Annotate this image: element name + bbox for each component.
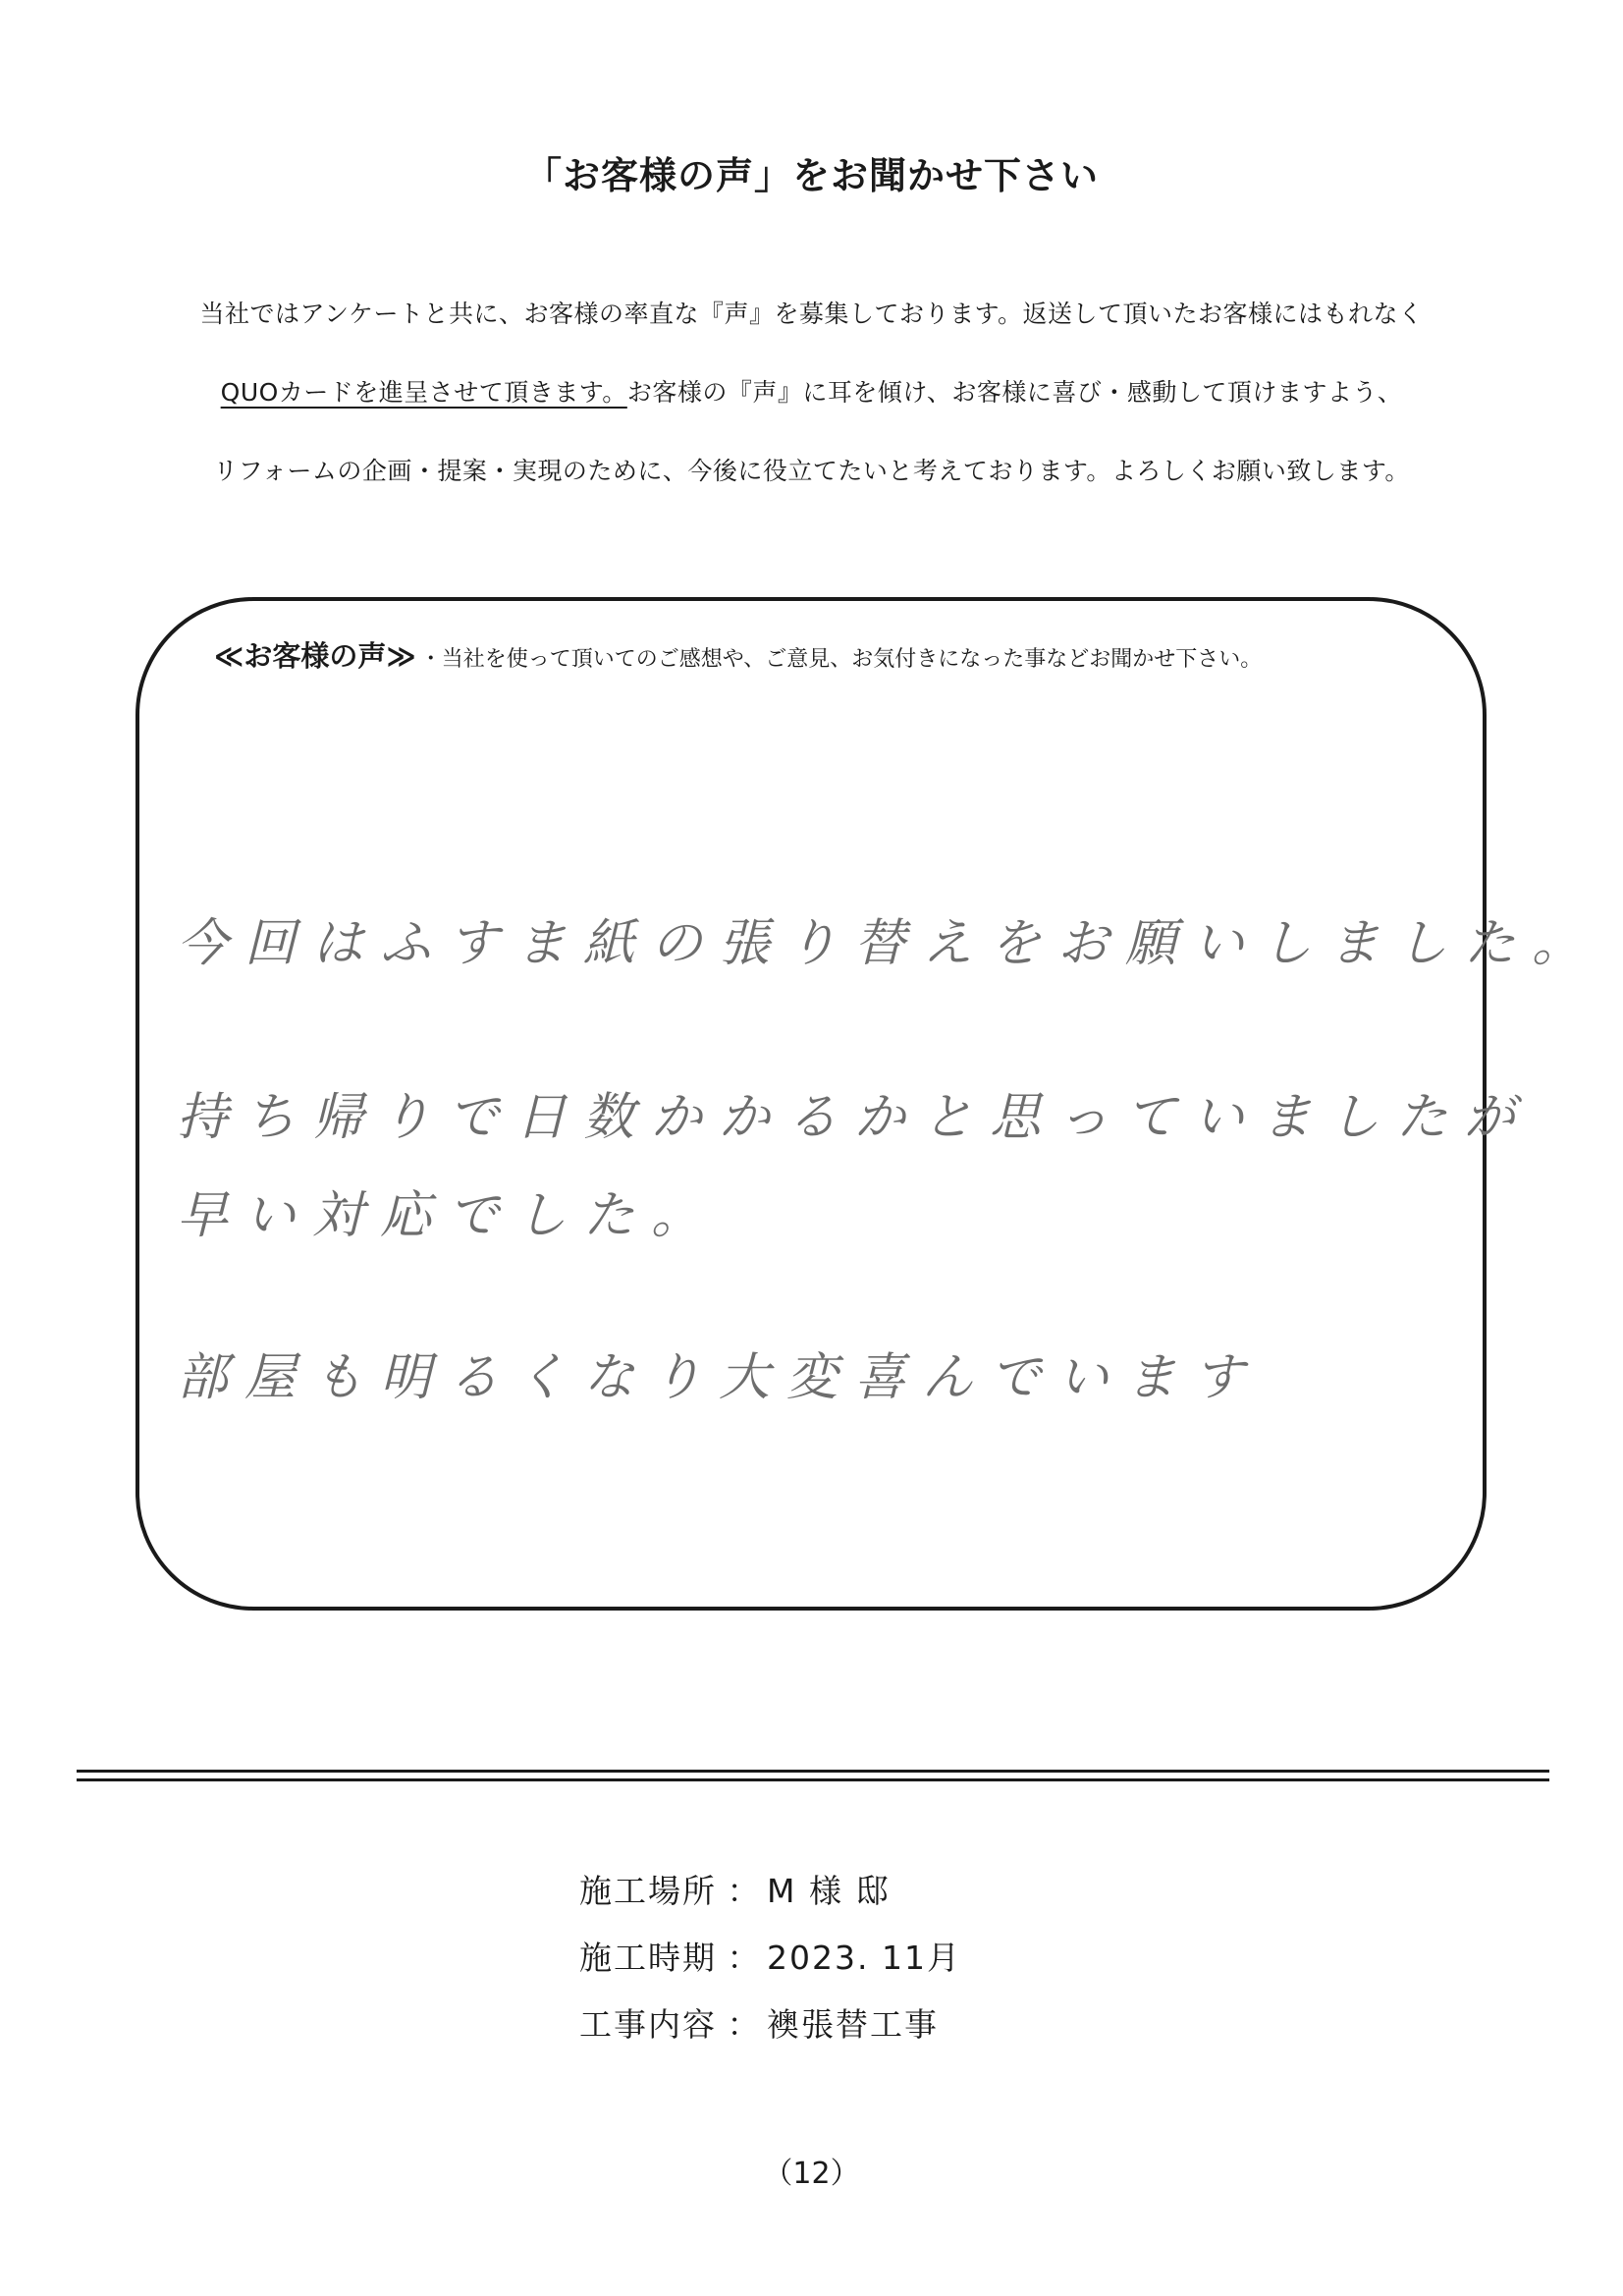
work-value: 襖張替工事: [767, 2005, 939, 2044]
project-period-row: [579, 1933, 961, 1979]
handwritten-line-4: 部屋も明るくなり大変喜んでいます: [177, 1348, 1262, 1407]
intro-line-2: [0, 373, 1623, 409]
voice-box-header: [214, 634, 1262, 675]
intro-line-2-rest: お客様の『声』に耳を傾け、お客様に喜び・感動して頂けますよう、: [626, 378, 1403, 407]
page-number: （12）: [763, 2157, 860, 2191]
voice-tag: ≪お客様の声≫: [214, 639, 416, 673]
period-value: 2023. 11月: [767, 1939, 961, 1977]
project-location-row: [579, 1866, 890, 1912]
handwritten-line-3: 早い対応でした。: [177, 1186, 720, 1245]
period-separator: ：: [727, 1939, 762, 1977]
voice-prompt: ・当社を使って頂いてのご感想や、ご意見、お気付きになった事などお聞かせ下さい。: [419, 647, 1263, 672]
intro-line-3: リフォームの企画・提案・実現のために、今後に役立てたいと考えております。よろしくお願い致します。: [213, 457, 1410, 485]
location-separator: ：: [727, 1872, 762, 1910]
divider-line-bottom: [77, 1778, 1549, 1781]
location-label: 施工場所: [579, 1872, 717, 1910]
work-label: 工事内容: [579, 2005, 717, 2044]
location-value: M 様 邸: [767, 1872, 891, 1910]
divider-line-top: [77, 1770, 1549, 1773]
work-separator: ：: [727, 2005, 762, 2044]
project-work-row: [579, 1999, 939, 2046]
handwritten-line-2: 持ち帰りで日数かかるかと思っていましたが: [177, 1088, 1533, 1147]
page-title: 「お客様の声」をお聞かせ下さい: [523, 154, 1099, 197]
handwritten-line-1: 今回はふすま紙の張り替えをお願いしました。: [177, 914, 1600, 973]
intro-line-1: 当社ではアンケートと共に、お客様の率直な『声』を募集しております。返送して頂いたお客様にはもれなく: [199, 300, 1424, 328]
quo-card-offer: QUOカードを進呈させて頂きます。: [220, 378, 627, 407]
period-label: 施工時期: [579, 1939, 717, 1977]
